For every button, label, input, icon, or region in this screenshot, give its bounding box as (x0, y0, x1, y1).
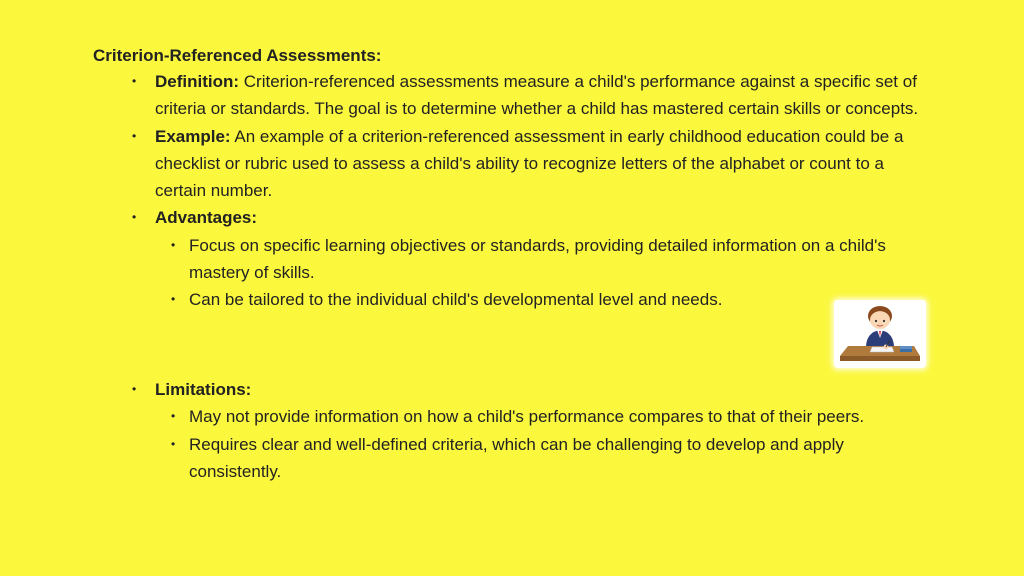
bullet-icon: • (171, 237, 176, 252)
advantages-label: Advantages: (155, 208, 258, 228)
advantage-text: Can be tailored to the individual child's developmental level and needs. (189, 290, 723, 310)
limitations-item (132, 376, 925, 485)
bullet-icon: • (171, 292, 176, 307)
bullet-icon: • (132, 382, 137, 396)
definition-item (132, 68, 925, 123)
example-label: Example: (155, 126, 231, 146)
limitation-item (171, 403, 925, 430)
advantage-text: Focus on specific learning objectives or standards, providing detailed information on a child's mastery of skills. (189, 235, 886, 283)
bullet-icon: • (132, 210, 137, 225)
advantage-item (171, 286, 925, 313)
main-list (132, 68, 925, 314)
example-text: An example of a criterion-referenced assessment in early childhood education could be a checklist or rubric used to assess a child's ability to recognize letters of the alphabet or count to a certain number. (155, 126, 904, 201)
bullet-icon: • (132, 128, 137, 143)
bullet-icon: • (171, 436, 176, 451)
bullet-icon: • (171, 409, 176, 424)
advantages-list (155, 232, 925, 314)
student-writing-illustration (834, 300, 926, 368)
example-item (132, 123, 925, 205)
limitation-text: Requires clear and well-defined criteria, which can be challenging to develop and apply consistently. (189, 434, 844, 481)
advantage-item (171, 232, 925, 287)
definition-label: Definition: (155, 72, 240, 91)
limitation-item (171, 431, 925, 486)
advantages-item (132, 204, 925, 313)
limitation-text: May not provide information on how a child's performance compares to that of their peers. (189, 407, 865, 427)
limitations-label: Limitations: (155, 380, 252, 399)
bullet-icon: • (132, 74, 137, 88)
definition-text: Criterion-referenced assessments measure a child's performance against a specific set of criteria or standards. The goal is to determine whether a child has mastered certain skills or concepts. (155, 72, 919, 119)
slide-title: Criterion-Referenced Assessments: (93, 46, 382, 65)
limitations-list-wrapper (132, 376, 925, 485)
student-writing-icon (834, 300, 926, 368)
limitations-list (155, 403, 925, 485)
